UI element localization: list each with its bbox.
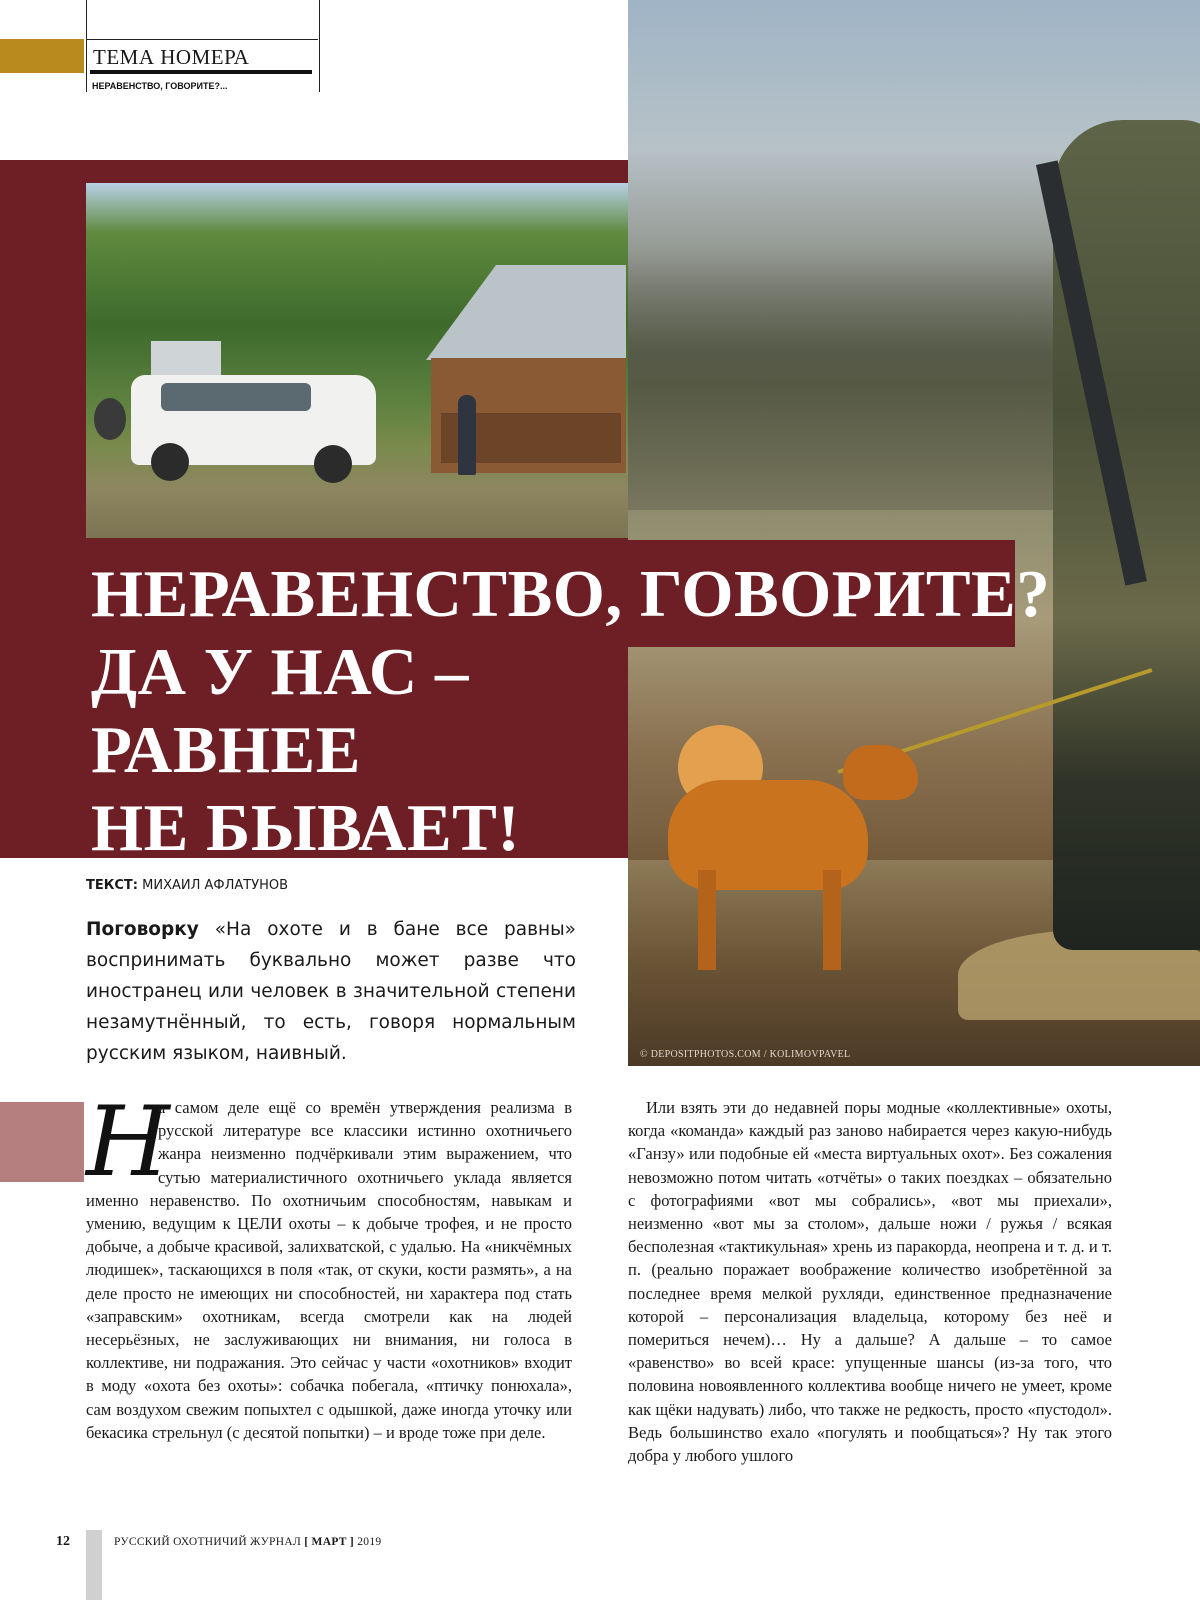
footer-bar: [86, 1530, 102, 1600]
byline-label: ТЕКСТ:: [86, 878, 138, 893]
body-column-2: [628, 1096, 1112, 1467]
hero-dog-leg: [823, 870, 841, 970]
photo-suv-wheel: [151, 443, 189, 481]
rubric-accent-bar: [0, 39, 84, 73]
lead-text: «На охоте и в бане все равны» воспринимать буквально может разве что иностранец или человек в значительной степени незамутнённый, то есть, говоря нормальным русским языком, наивный.: [86, 919, 576, 1064]
photo-cabin-car: [86, 183, 628, 538]
lead-first-word: Поговорку: [86, 919, 199, 940]
page-number: 12: [56, 1534, 70, 1549]
photo-person: [458, 395, 476, 475]
article-headline: НЕРАВЕНСТВО, ГОВОРИТЕ? ДА У НАС – РАВНЕЕ НЕ БЫВАЕТ!: [91, 557, 1051, 865]
body-column-1: [86, 1086, 572, 1444]
lead-paragraph: [86, 914, 576, 1069]
photo-suv-wheel: [314, 445, 352, 483]
photo-spare-wheel: [94, 398, 126, 440]
photo-cabin-roof: [426, 265, 626, 360]
rubric-top-rule: [86, 39, 318, 40]
footer-year: 2019: [357, 1536, 382, 1548]
photo-suv-windows: [161, 383, 311, 411]
rubric-underline: [90, 70, 312, 74]
rubric-title: ТЕМА НОМЕРА: [93, 45, 250, 69]
photo-credit: © DEPOSITPHOTOS.COM / KOLIMOVPAVEL: [640, 1049, 851, 1060]
hero-dog-leg: [698, 870, 716, 970]
dropcap-letter: Н: [86, 1086, 170, 1198]
body-paragraph: Или взять эти до недавней поры модные «коллективные» охоты, когда «команда» каждый раз заново набирается через какую-нибудь «Ганзу» или подобные ей «места виртуальных охот». Без сожаления невозможно потом читать «отчёты» о таких поездках – обязательно с фотографиями «вот мы собрались», «вот мы приехали», неизменно «вот мы за столом», дальше ножи / ружья / всякая бесполезная «тактикульная» хрень из паракорда, неопрена и т. д. и т. п. (реально поражает воображение количество изобретённой за последнее время мелкой рухляди, единственное предназначение которой – персонализация владельца, которому без неё и помериться нечем)… Ну а дальше? А дальше – то самое «равенство» во всей красе: упущенные шансы (из-за того, что половина новоявленного коллектива вообще ничего не умеет, кроме как щёки надувать) либо, что также не редкость, просто «пустодол». Ведь большинство ехало «погулять и пообщаться»? Ну так этого добра у любого ушлого: [628, 1098, 1112, 1466]
footer-journal: [114, 1536, 381, 1548]
byline: [86, 878, 288, 893]
footer-journal-name: РУССКИЙ ОХОТНИЧИЙ ЖУРНАЛ: [114, 1536, 302, 1548]
rubric-subtitle: НЕРАВЕНСТВО, ГОВОРИТЕ?...: [92, 81, 228, 91]
dropcap-accent-block: [0, 1102, 84, 1182]
body-paragraph: а самом деле ещё со времён утверждения реализма в русской литературе все классики истинно охотничьего жанра неизменно подчёркивали этим выражением, что сутью материалистичного охотничьего уклада является именно неравенство. По охотничьим способностям, навыкам и умению, ведущим к ЦЕЛИ охоты – к добыче трофея, и не просто добыче, а добыче красивой, залихватской, с удалью. На «никчёмных людишек», таскающихся в поля «так, от скуки, кости размять», а на деле просто не имеющих ни способностей, ни характера под стать «заправским» охотникам, всегда смотрели как на людей несерьёзных, не заслуживающих ни внимания, ни голоса в коллективе, ни подражания. Это сейчас у части «охотников» входит в моду «охота без охоты»: собачка побегала, «птичку понюхала», сам воздухом свежим попыхтел с одышкой, даже иногда уточку или бекасика стрельнул (с десятой попытки) – и вроде тоже при деле.: [86, 1098, 572, 1442]
byline-author: МИХАИЛ АФЛАТУНОВ: [142, 878, 289, 893]
dropcap-spacer: [86, 1096, 158, 1184]
footer-month: [ МАРТ ]: [304, 1536, 355, 1548]
